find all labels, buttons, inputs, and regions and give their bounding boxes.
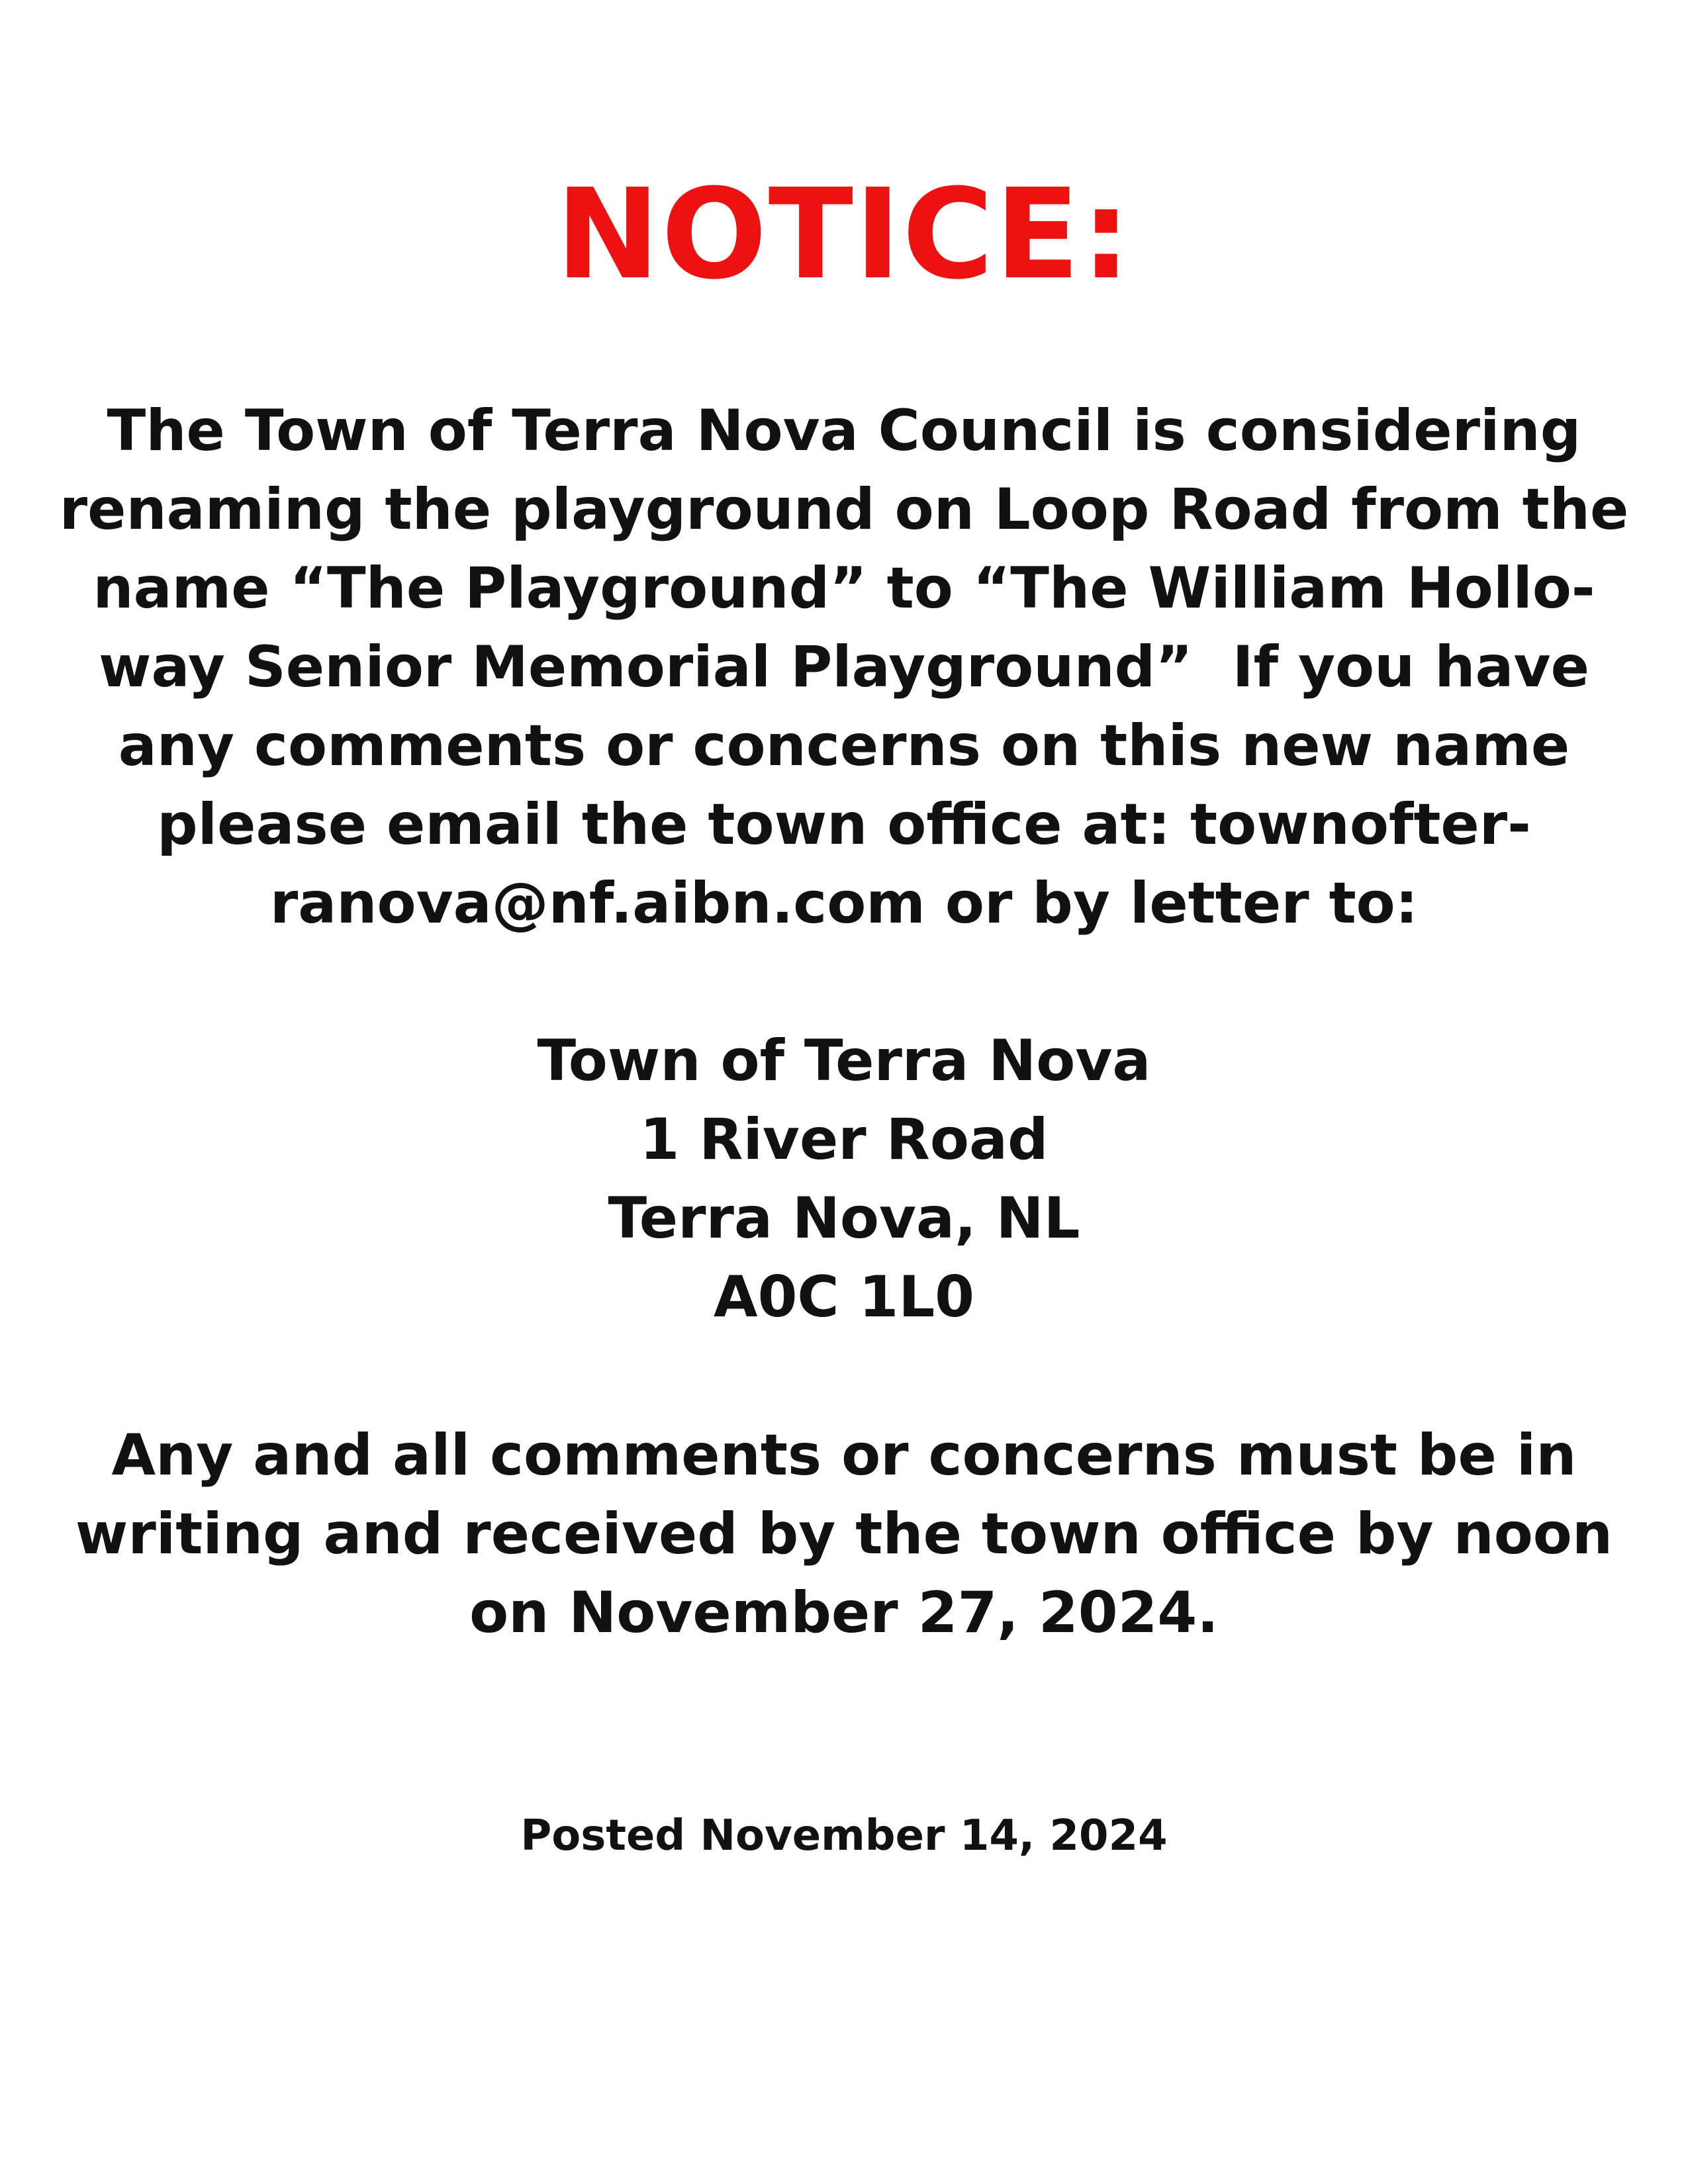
address-line-2: 1 River Road bbox=[639, 1107, 1049, 1173]
body-line-7: ranova@nf.aibn.com or by letter to: bbox=[269, 870, 1419, 936]
body-line-3: name “The Playground” to “The William Hollo- bbox=[93, 555, 1595, 621]
body-line-4: way Senior Memorial Playground” If you have bbox=[99, 634, 1589, 700]
address-line-3: Terra Nova, NL bbox=[608, 1185, 1080, 1251]
notice-title: NOTICE: bbox=[555, 162, 1133, 307]
deadline-line-3: on November 27, 2024. bbox=[469, 1580, 1219, 1646]
deadline-line-1: Any and all comments or concerns must be in bbox=[111, 1422, 1577, 1488]
body-line-2: renaming the playground on Loop Road from the bbox=[59, 477, 1629, 543]
notice-body bbox=[0, 392, 1688, 943]
body-line-5: any comments or concerns on this new name bbox=[118, 713, 1570, 779]
address-line-4: A0C 1L0 bbox=[714, 1264, 974, 1330]
posted-date: Posted November 14, 2024 bbox=[520, 1811, 1168, 1860]
body-line-1: The Town of Terra Nova Council is considering bbox=[107, 398, 1581, 464]
mailing-address bbox=[0, 1022, 1688, 1337]
deadline-line-2: writing and received by the town office by noon bbox=[75, 1501, 1613, 1567]
address-line-1: Town of Terra Nova bbox=[537, 1028, 1151, 1094]
deadline-statement bbox=[0, 1416, 1688, 1653]
body-line-6: please email the town office at: townofter- bbox=[157, 792, 1531, 858]
